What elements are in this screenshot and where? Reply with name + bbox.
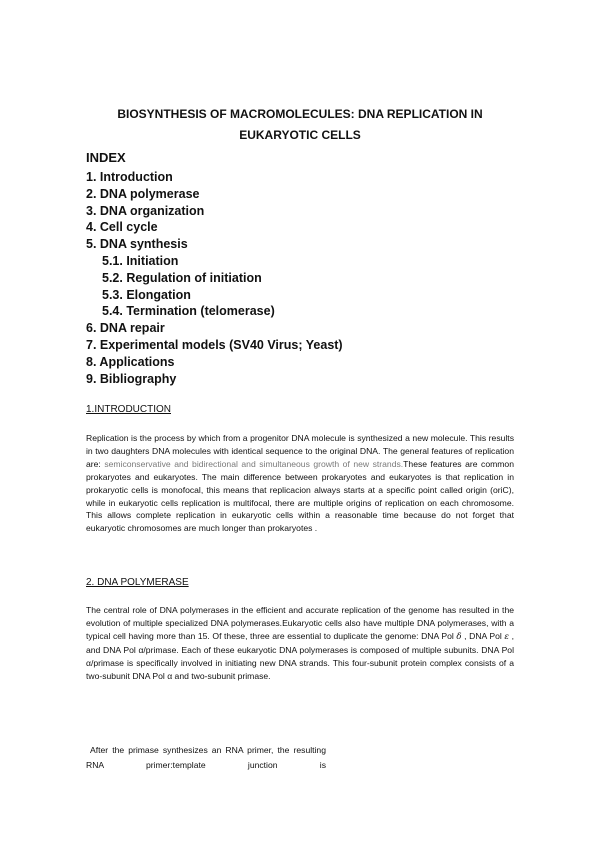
pol-text-a: The central role of DNA polymerases in the efficient and accurate replication of the genome has resulted in the evolution of multiple specialized DNA polymerases.Eukaryotic cells also have multiple DNA polymerases, with a typical cell having more than 15. Of these, three are essential to duplicate the genome: DNA Pol	[86, 605, 514, 641]
toc-item: 6. DNA repair	[86, 321, 165, 336]
toc-item: 3. DNA organization	[86, 203, 205, 218]
epsilon-symbol: ε	[504, 631, 510, 642]
primase-paragraph: After the primase synthesizes an RNA primer, the resulting RNA primer:template junction is	[86, 745, 326, 770]
toc-item: 2. DNA polymerase	[86, 186, 200, 201]
toc-item: 8. Applications	[86, 354, 175, 369]
title-line-1: BIOSYNTHESIS OF MACROMOLECULES: DNA REPLICATION IN	[117, 107, 483, 121]
toc-item: 9. Bibliography	[86, 371, 177, 386]
intro-highlight: semiconservative and bidirectional and simultaneous growth of new strands.	[104, 458, 404, 469]
intro-text-b: These features are common prokaryotes and eukaryotes. The main difference between prokaryotes and eukaryotes is that replication in prokaryotic cells is monofocal, this means that replicacion always starts at a specific point called origin (oriC), while in eukaryotic cells replication is multifocal, there are multiple origins of replication on each chromosome. This allows complete replication in eukaryotic cells within a reasonable time because do not forget that eukaryotic chromosomes are much longer than prokaryotes .	[86, 458, 514, 534]
toc-item: 5. DNA synthesis	[86, 237, 188, 252]
toc-subitem: 5.4. Termination (telomerase)	[102, 304, 275, 319]
dna-polymerase-paragraph	[86, 604, 514, 682]
intro-text-a: Replication is the process by which from a progenitor DNA molecule is synthesized a new molecule. This results in two daughters DNA molecules with identical sequence to the original DNA. The general features of replication are:	[86, 433, 514, 469]
toc-subitem: 5.3. Elongation	[102, 287, 191, 302]
toc-item: 4. Cell cycle	[86, 220, 158, 235]
introduction-heading: 1.INTRODUCTION	[86, 404, 171, 415]
toc-item: 1. Introduction	[86, 170, 173, 184]
index-heading: INDEX	[86, 150, 126, 165]
table-of-contents	[86, 169, 343, 387]
title-line-2: EUKARYOTIC CELLS	[239, 128, 361, 142]
dna-polymerase-heading: 2. DNA POLYMERASE	[86, 577, 189, 588]
toc-item: 7. Experimental models (SV40 Virus; Yeast)	[86, 337, 343, 352]
delta-symbol: δ	[456, 631, 462, 642]
pol-text-c: , and DNA Pol α/primase. Each of these eukaryotic DNA polymerases is composed of multiple subunits. DNA Pol α/primase is specifically involved in initiating new DNA strands. This four-subunit protein complex consists of a two-subunit DNA Pol α and two-subunit primase.	[86, 630, 515, 681]
toc-subitem: 5.1. Initiation	[102, 253, 179, 268]
toc-subitem: 5.2. Regulation of initiation	[102, 270, 262, 285]
pol-text-b: , DNA Pol	[461, 630, 505, 641]
document-title	[90, 104, 510, 146]
introduction-paragraph	[86, 432, 514, 535]
